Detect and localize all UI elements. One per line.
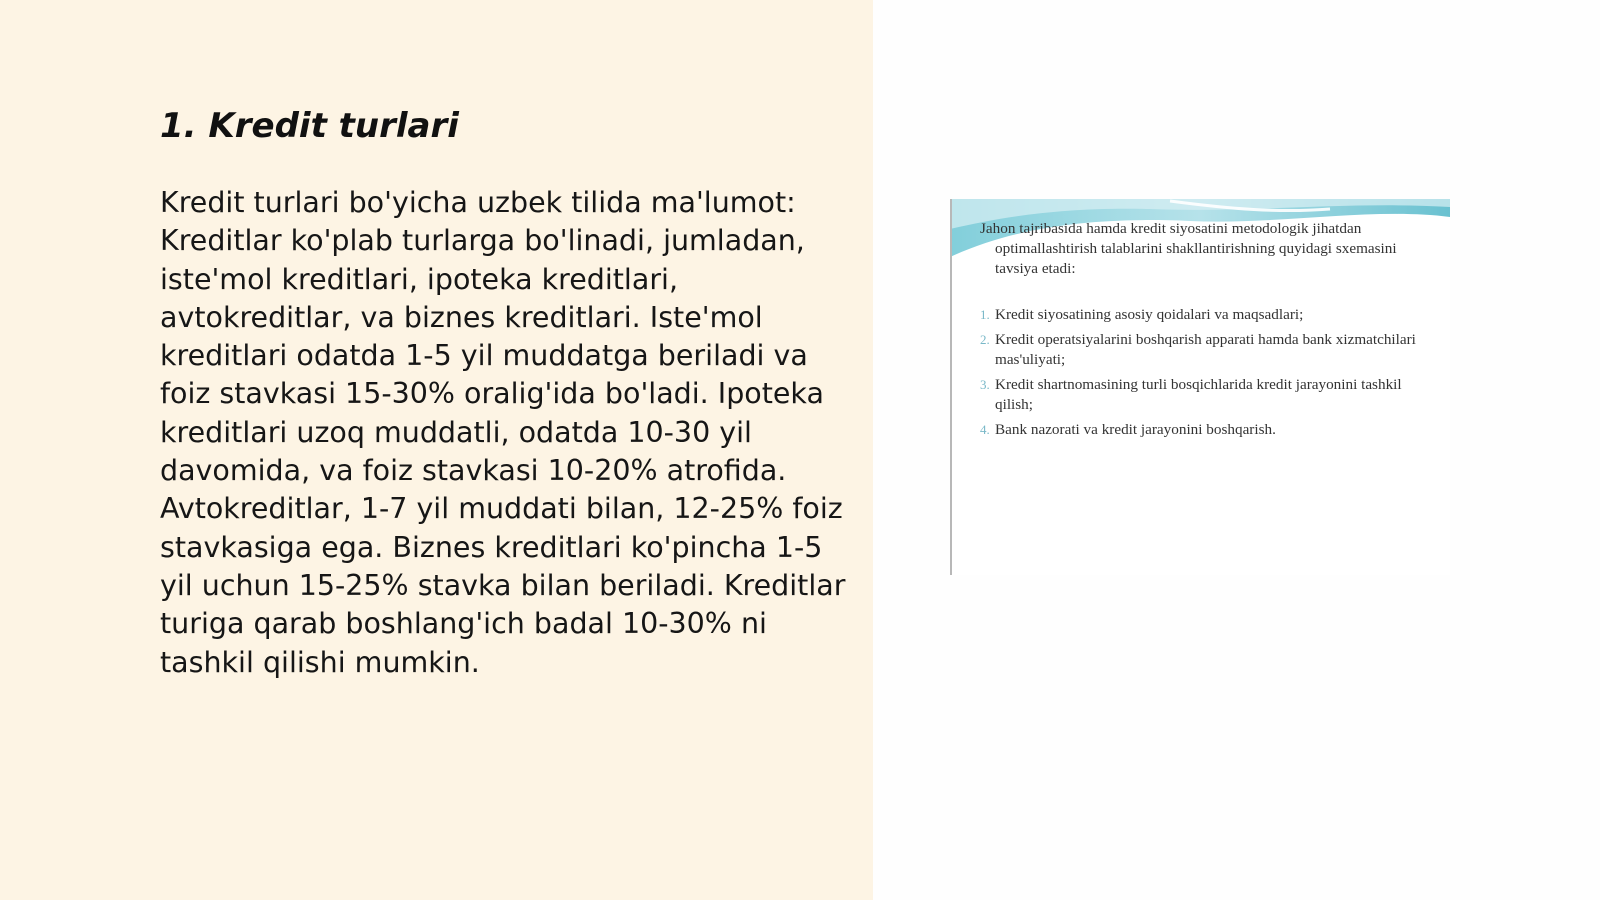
thumbnail-text bbox=[980, 219, 1420, 445]
list-item bbox=[980, 375, 1420, 415]
list-number: 1. bbox=[980, 307, 990, 322]
thumbnail-list bbox=[980, 305, 1420, 440]
thumbnail-border bbox=[950, 199, 952, 575]
list-item-text: Kredit operatsiyalarini boshqarish apparati hamda bank xizmatchilari mas'uliyati; bbox=[995, 331, 1416, 368]
list-item bbox=[980, 420, 1420, 440]
embedded-slide-image bbox=[950, 199, 1450, 575]
slide-body-text: Kredit turlari bo'yicha uzbek tilida ma'lumot: Kreditlar ko'plab turlarga bo'linadi, jumladan, iste'mol kreditlari, ipoteka kreditlari, avtokreditlar, va biznes kreditlari. Iste'mol kreditlari odatda 1-5 yil muddatga beriladi va foiz stavkasi 15-30% oralig'ida bo'ladi. Ipoteka kreditlari uzoq muddatli, odatda 10-30 yil davomida, va foiz stavkasi 10-20% atrofida. Avtokreditlar, 1-7 yil muddati bilan, 12-25% foiz stavkasiga ega. Biznes kreditlari ko'pincha 1-5 yil uchun 15-25% stavka bilan beriladi. Kreditlar turiga qarab boshlang'ich badal 10-30% ni tashkil qilishi mumkin. bbox=[160, 186, 846, 679]
thumbnail-intro: Jahon tajribasida hamda kredit siyosatini metodologik jihatdan optimallashtirish talablarini shakllantirishning quyidagi sxemasini tavsiya etadi: bbox=[980, 220, 1397, 277]
slide-title: 1. Kredit turlari bbox=[160, 106, 459, 146]
list-item-text: Kredit siyosatining asosiy qoidalari va maqsadlari; bbox=[995, 306, 1304, 323]
list-number: 2. bbox=[980, 332, 990, 347]
list-item-text: Bank nazorati va kredit jarayonini boshqarish. bbox=[995, 421, 1276, 438]
list-item-text: Kredit shartnomasining turli bosqichlarida kredit jarayonini tashkil qilish; bbox=[995, 376, 1402, 413]
list-number: 3. bbox=[980, 377, 990, 392]
list-item bbox=[980, 330, 1420, 370]
list-number: 4. bbox=[980, 422, 990, 437]
list-item bbox=[980, 305, 1420, 325]
